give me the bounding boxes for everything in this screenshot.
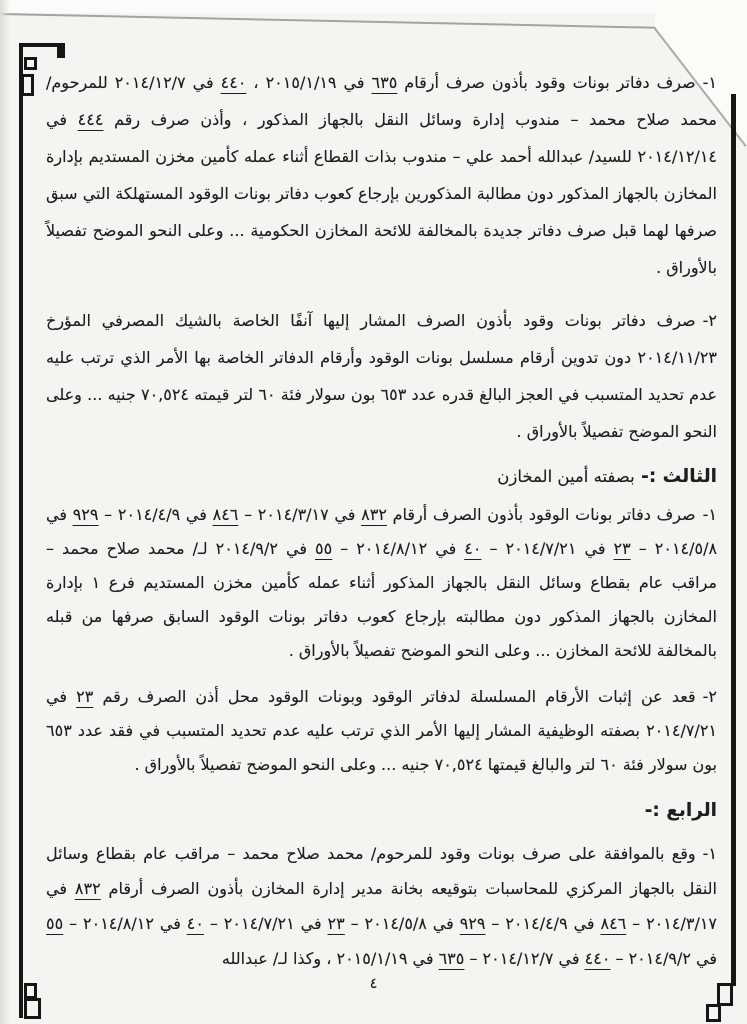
corner-mark-top-left <box>24 57 37 70</box>
scanner-edge-shadow <box>0 0 10 1024</box>
text-run: في ٢٠١٤/٧/٢١ – <box>203 914 328 933</box>
text-run: في ٢٠١٤/٥/٨ – <box>344 914 460 933</box>
text-run: في ٢٠١٤/٥/٨ – <box>46 505 718 558</box>
underlined-number: ٩٢٩ <box>72 505 99 524</box>
underlined-number: ٥٥ <box>46 914 64 933</box>
underlined-number: ٥٥ <box>315 539 333 558</box>
corner-mark-bottom-right <box>706 1004 721 1022</box>
document-body <box>46 64 717 976</box>
corner-mark-bottom-left <box>24 998 41 1019</box>
paragraph <box>46 680 717 782</box>
heading-separator: :- <box>641 466 657 487</box>
text-run: صرف دفاتر بونات وقود بأذون صرف أرقام <box>397 73 696 92</box>
text-run: في ٢٠١٤/٨/١٢ – <box>332 539 465 558</box>
paragraph-text <box>46 311 717 441</box>
text-run: في ٢٠١٤/١٢/١٤ للسيد/ عبدالله أحمد علي – مندوب بذات القطاع أثناء عمله كأمين مخزن المستديم بإدارة المخازن بالجهاز المذكور دون مطالبة المذكورين بإرجاع كعوب دفاتر بونات الوقود المستهلكة التي سبق صرفها لهما قبل صرف دفاتر جديدة بالمخالفة للائحة المخازن الحكومية ... وعلى النحو الموضح تفصيلاً بالأوراق . <box>46 110 717 277</box>
section-findings <box>46 64 717 450</box>
paragraph-number: ٢- <box>702 687 717 706</box>
text-run: وقع بالموافقة على صرف بونات وقود للمرحوم/ محمد صلاح محمد – مراقب عام بقطاع وسائل النقل بالجهاز المركزي للمحاسبات بتوقيعه بخانة مدير إدارة المخازن بأذون الصرف أرقام <box>46 844 717 898</box>
text-run: في ٢٠١٤/٧/٢١ – <box>481 539 614 558</box>
right-border-rule <box>731 94 736 986</box>
paragraph <box>46 302 717 450</box>
heading-subtitle: بصفته أمين المخازن <box>497 467 635 486</box>
underlined-number: ٤٠ <box>186 914 204 933</box>
paragraph-number: ١- <box>702 505 718 524</box>
underlined-number: ٨٣٢ <box>361 505 387 524</box>
paragraph-text <box>46 844 717 968</box>
page-number: ٤ <box>369 976 378 992</box>
text-run: صرف دفاتر بونات وقود بأذون الصرف المشار إليها آنفًا الخاصة بالشيك المصرفي المؤرخ ٢٠١٤/١١/٢٣ دون تدوين أرقام مسلسل بونات الوقود وأرقام الدفاتر الخاصة بها الأمر الذي ترتب عليه عدم تحديد المتسبب في العجز البالغ قدره عدد ٦٥٣ بون سولار فئة ٦٠ لتر قيمته ٧٠,٥٢٤ جنيه ... وعلى النحو الموضح تفصيلاً بالأوراق . <box>46 311 718 441</box>
underlined-number: ٦٣٥ <box>371 73 398 92</box>
text-run: في ٢٠١٥/١/١٩ ، <box>246 73 372 92</box>
text-run: صرف دفاتر بونات الوقود بأذون الصرف أرقام <box>386 505 696 524</box>
underlined-number: ٤٤٠ <box>584 949 611 968</box>
corner-mark-top-left <box>57 46 65 58</box>
text-run: في ٢٠١٤/٨/١٢ – <box>63 914 187 933</box>
section-heading-third <box>46 462 717 492</box>
underlined-number: ٩٢٩ <box>459 914 486 933</box>
scan-edge-line <box>0 13 668 29</box>
underlined-number: ٤٤٠ <box>220 73 247 92</box>
scan-top-strip <box>0 0 747 13</box>
paragraph-number: ٢- <box>702 311 717 330</box>
paragraph-text <box>46 687 717 774</box>
underlined-number: ٢٣ <box>327 914 345 933</box>
section-fourth <box>46 796 717 976</box>
heading-label: الثالث <box>662 466 717 487</box>
underlined-number: ٨٣٢ <box>74 879 101 898</box>
underlined-number: ٢٣ <box>613 539 631 558</box>
paragraph-number: ١- <box>702 73 717 92</box>
text-run: في ٢٠١٤/٩/٢ – <box>610 949 717 968</box>
underlined-number: ٨٤٦ <box>212 505 239 524</box>
underlined-number: ٢٣ <box>76 687 94 706</box>
text-run: في ٢٠١٤/١٢/٧ – <box>464 949 585 968</box>
text-run: في ٢٠١٤/١٢/٧ للمرحوم/ محمد صلاح محمد – مندوب إدارة وسائل النقل بالجهاز المذكور ، وأذن صرف رقم <box>46 73 717 129</box>
section-third <box>46 462 717 782</box>
text-run: في ٢٠١٤/٤/٩ – <box>98 505 213 524</box>
heading-separator: :- <box>644 800 660 821</box>
underlined-number: ٨٤٦ <box>600 914 627 933</box>
paragraph <box>46 64 717 286</box>
text-run: في ٢٠١٤/٤/٩ – <box>485 914 601 933</box>
left-border-rule <box>19 43 23 1018</box>
corner-mark-top-left <box>21 74 34 96</box>
underlined-number: ٦٣٥ <box>438 949 465 968</box>
paragraph <box>46 836 717 976</box>
text-run: في ٢٠١٤/٣/١٧ – <box>46 879 718 933</box>
paragraph-text <box>46 505 717 660</box>
text-run: في ٢٠١٤/٩/٢ لـ/ محمد صلاح محمد – مراقب عام بقطاع وسائل النقل بالجهاز المذكور أثناء عمله كأمين مخزن المستديم فرع ١ بإدارة المخازن بالجهاز المذكور دون مطالبته بإرجاع كعوب دفاتر بونات الوقود السابق صرفها من قبله بالمخالفة للائحة المخازن ... وعلى النحو الموضح تفصيلاً بالأوراق . <box>46 539 717 660</box>
text-run: في ٢٠١٥/١/١٩ ، وكذا لـ/ عبدالله <box>221 949 439 968</box>
underlined-number: ٤٤٤ <box>77 110 104 129</box>
paragraph-number: ١- <box>702 844 717 863</box>
text-run: في ٢٠١٤/٣/١٧ – <box>238 505 362 524</box>
paragraph <box>46 498 717 668</box>
text-run: قعد عن إثبات الأرقام المسلسلة لدفاتر الوقود وبونات الوقود محل أذن الصرف رقم <box>93 687 696 706</box>
heading-label: الرابع <box>666 800 717 821</box>
paragraph-text <box>46 73 717 277</box>
text-run: في ٢٠١٤/٧/٢١ بصفته الوظيفية المشار إليها الأمر الذي ترتب عليه عدم تحديد المتسبب في فقد عدد ٦٥٣ بون سولار فئة ٦٠ لتر والبالغ قيمتها ٧٠,٥٢٤ جنيه ... وعلى النحو الموضح تفصيلاً بالأوراق . <box>46 687 717 774</box>
underlined-number: ٤٠ <box>464 539 482 558</box>
section-heading-fourth <box>46 796 717 826</box>
